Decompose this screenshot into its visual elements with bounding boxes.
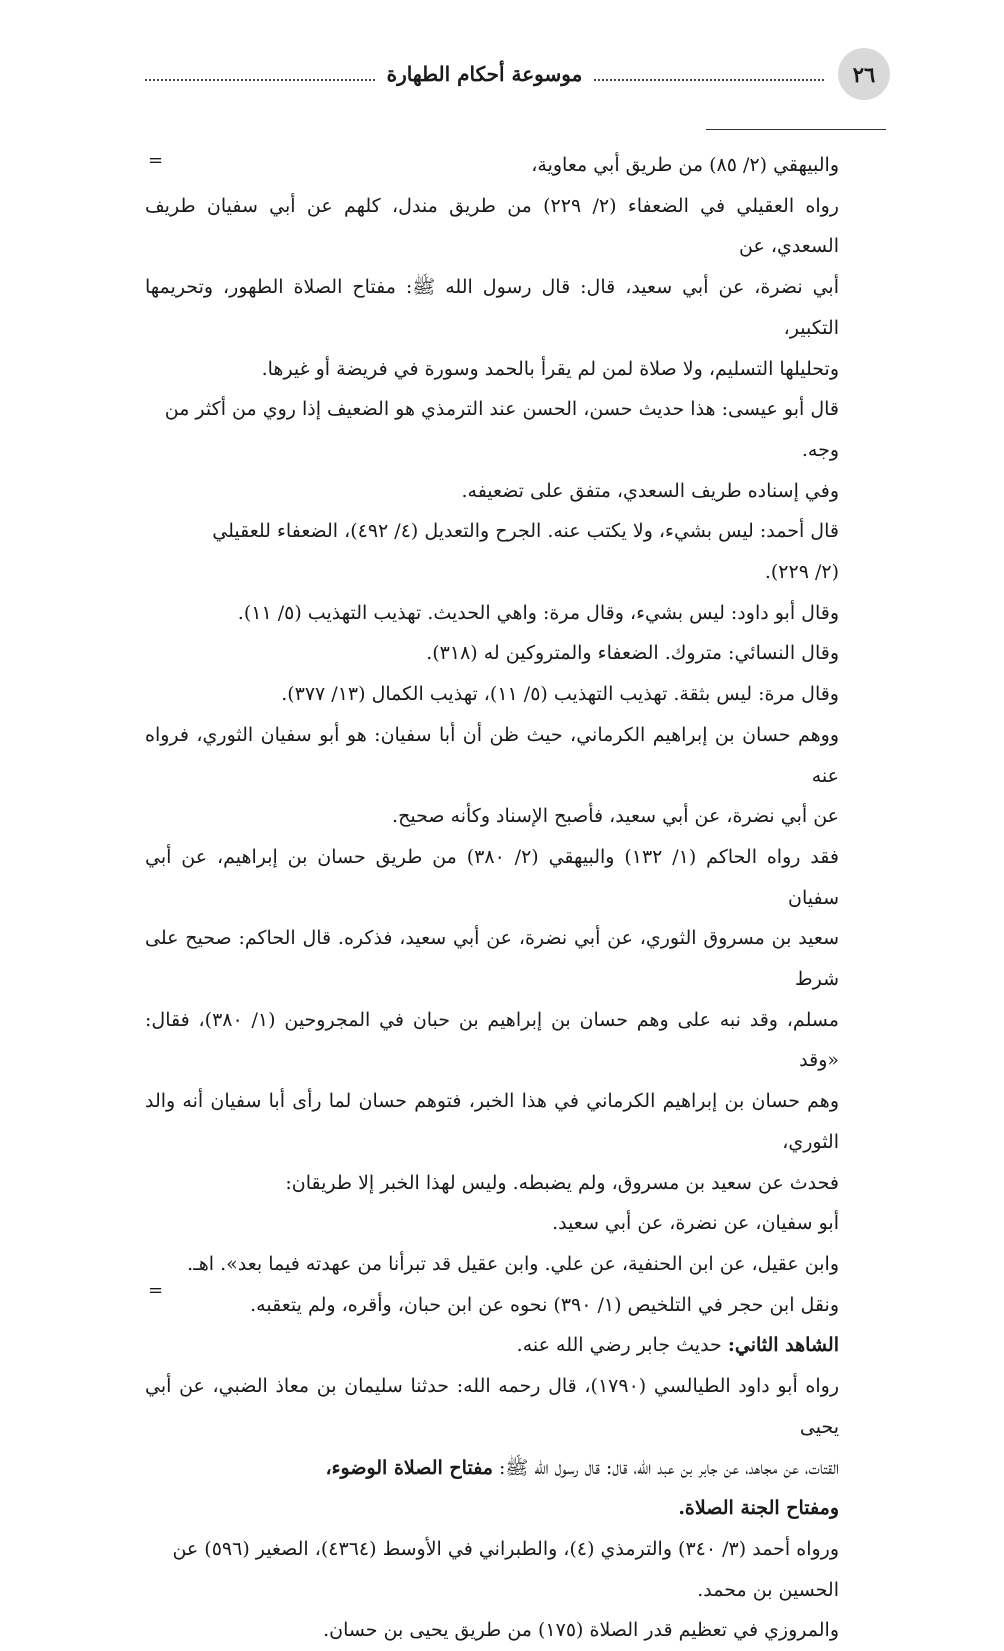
header-dots-left: [145, 67, 375, 81]
text-run: القتات، عن مجاهد، عن جابر بن عبد الله، قال: قال رسول الله ﷺ:: [499, 1456, 839, 1479]
continuation-mark-bottom: =: [148, 1280, 164, 1301]
hadith-text: مفتاح الصلاة الوضوء،: [325, 1456, 493, 1479]
text-line: ونقل ابن حجر في التلخيص (١/ ٣٩٠) نحوه عن ابن حبان، وأقره، ولم يتعقبه.: [250, 1293, 839, 1316]
text-line: عن أبي نضرة، عن أبي سعيد، فأصبح الإسناد وكأنه صحيح.: [392, 805, 839, 828]
text-line: رواه العقيلي في الضعفاء (٢/ ٢٢٩) من طريق مندل، كلهم عن أبي سفيان طريف السعدي، عن: [145, 194, 839, 258]
text-line: وقال أبو داود: ليس بشيء، وقال مرة: واهي الحديث. تهذيب التهذيب (٥/ ١١).: [237, 601, 839, 624]
footnote-body: [145, 145, 839, 1651]
text-line: (٢/ ٢٢٩).: [764, 561, 839, 584]
text-line: وقال النسائي: متروك. الضعفاء والمتروكين له (٣١٨).: [426, 642, 839, 665]
page-number-badge: [838, 48, 890, 100]
section-heading-text: حديث جابر رضي الله عنه.: [516, 1334, 722, 1357]
text-line: ورواه أحمد (٣/ ٣٤٠) والترمذي (٤)، والطبراني في الأوسط (٤٣٦٤)، الصغير (٥٩٦) عن: [172, 1537, 839, 1560]
continuation-mark-top: =: [148, 150, 164, 171]
text-line: رواه أبو داود الطيالسي (١٧٩٠)، قال رحمه الله: حدثنا سليمان بن معاذ الضبي، عن أبي يحيى: [145, 1375, 839, 1438]
hadith-text-continued: ومفتاح الجنة الصلاة.: [678, 1497, 839, 1520]
header-title: موسوعة أحكام الطهارة: [386, 62, 583, 86]
text-line: أبو سفيان، عن نضرة، عن أبي سعيد.: [552, 1212, 839, 1235]
page-number: ٢٦: [852, 61, 876, 87]
text-line: قال أبو عيسى: هذا حديث حسن، الحسن عند الترمذي هو الضعيف إذا روي من أكثر من: [164, 398, 839, 421]
header-dots-right: [594, 67, 824, 81]
text-line: وابن عقيل، عن ابن الحنفية، عن علي. وابن عقيل قد تبرأنا من عهدته فيما بعد». اهـ.: [187, 1252, 839, 1275]
footnote-separator: [706, 129, 886, 130]
text-line: وفي إسناده طريف السعدي، متفق على تضعيفه.: [461, 479, 839, 502]
text-line: وجه.: [801, 438, 839, 461]
text-line: الحسين بن محمد.: [697, 1578, 839, 1601]
text-line: ووهم حسان بن إبراهيم الكرماني، حيث ظن أن أبا سفيان: هو أبو سفيان الثوري، فرواه عنه: [145, 723, 839, 787]
text-line: قال أحمد: ليس بشيء، ولا يكتب عنه. الجرح والتعديل (٤/ ٤٩٢)، الضعفاء للعقيلي: [212, 520, 839, 543]
text-line: وتحليلها التسليم، ولا صلاة لمن لم يقرأ بالحمد وسورة في فريضة أو غيرها.: [261, 357, 839, 380]
header-title-row: [145, 62, 824, 86]
section-heading: الشاهد الثاني:: [727, 1334, 839, 1357]
text-line: [145, 1448, 839, 1489]
text-line: أبي نضرة، عن أبي سعيد، قال: قال رسول الله ﷺ: مفتاح الصلاة الطهور، وتحريمها التكبير،: [145, 276, 839, 339]
text-line: فقد رواه الحاكم (١/ ١٣٢) والبيهقي (٢/ ٣٨٠) من طريق حسان بن إبراهيم، عن أبي سفيان: [145, 845, 839, 909]
text-line: مسلم، وقد نبه على وهم حسان بن إبراهيم بن حبان في المجروحين (١/ ٣٨٠)، فقال: «وقد: [145, 1008, 839, 1072]
text-line: [145, 1325, 839, 1366]
text-line: سعيد بن مسروق الثوري، عن أبي نضرة، عن أبي سعيد، فذكره. قال الحاكم: صحيح على شرط: [145, 927, 839, 991]
text-line: فحدث عن سعيد بن مسروق، ولم يضبطه. وليس لهذا الخبر إلا طريقان:: [285, 1171, 839, 1194]
text-line: والمروزي في تعظيم قدر الصلاة (١٧٥) من طريق يحيى بن حسان.: [323, 1619, 839, 1642]
running-header: [145, 48, 890, 98]
text-line: وهم حسان بن إبراهيم الكرماني في هذا الخبر، فتوهم حسان لما رأى أبا سفيان أنه والد الثوري،: [145, 1090, 839, 1153]
text-line: والبيهقي (٢/ ٨٥) من طريق أبي معاوية،: [531, 154, 839, 176]
text-line: وقال مرة: ليس بثقة. تهذيب التهذيب (٥/ ١١)، تهذيب الكمال (١٣/ ٣٧٧).: [281, 683, 839, 706]
